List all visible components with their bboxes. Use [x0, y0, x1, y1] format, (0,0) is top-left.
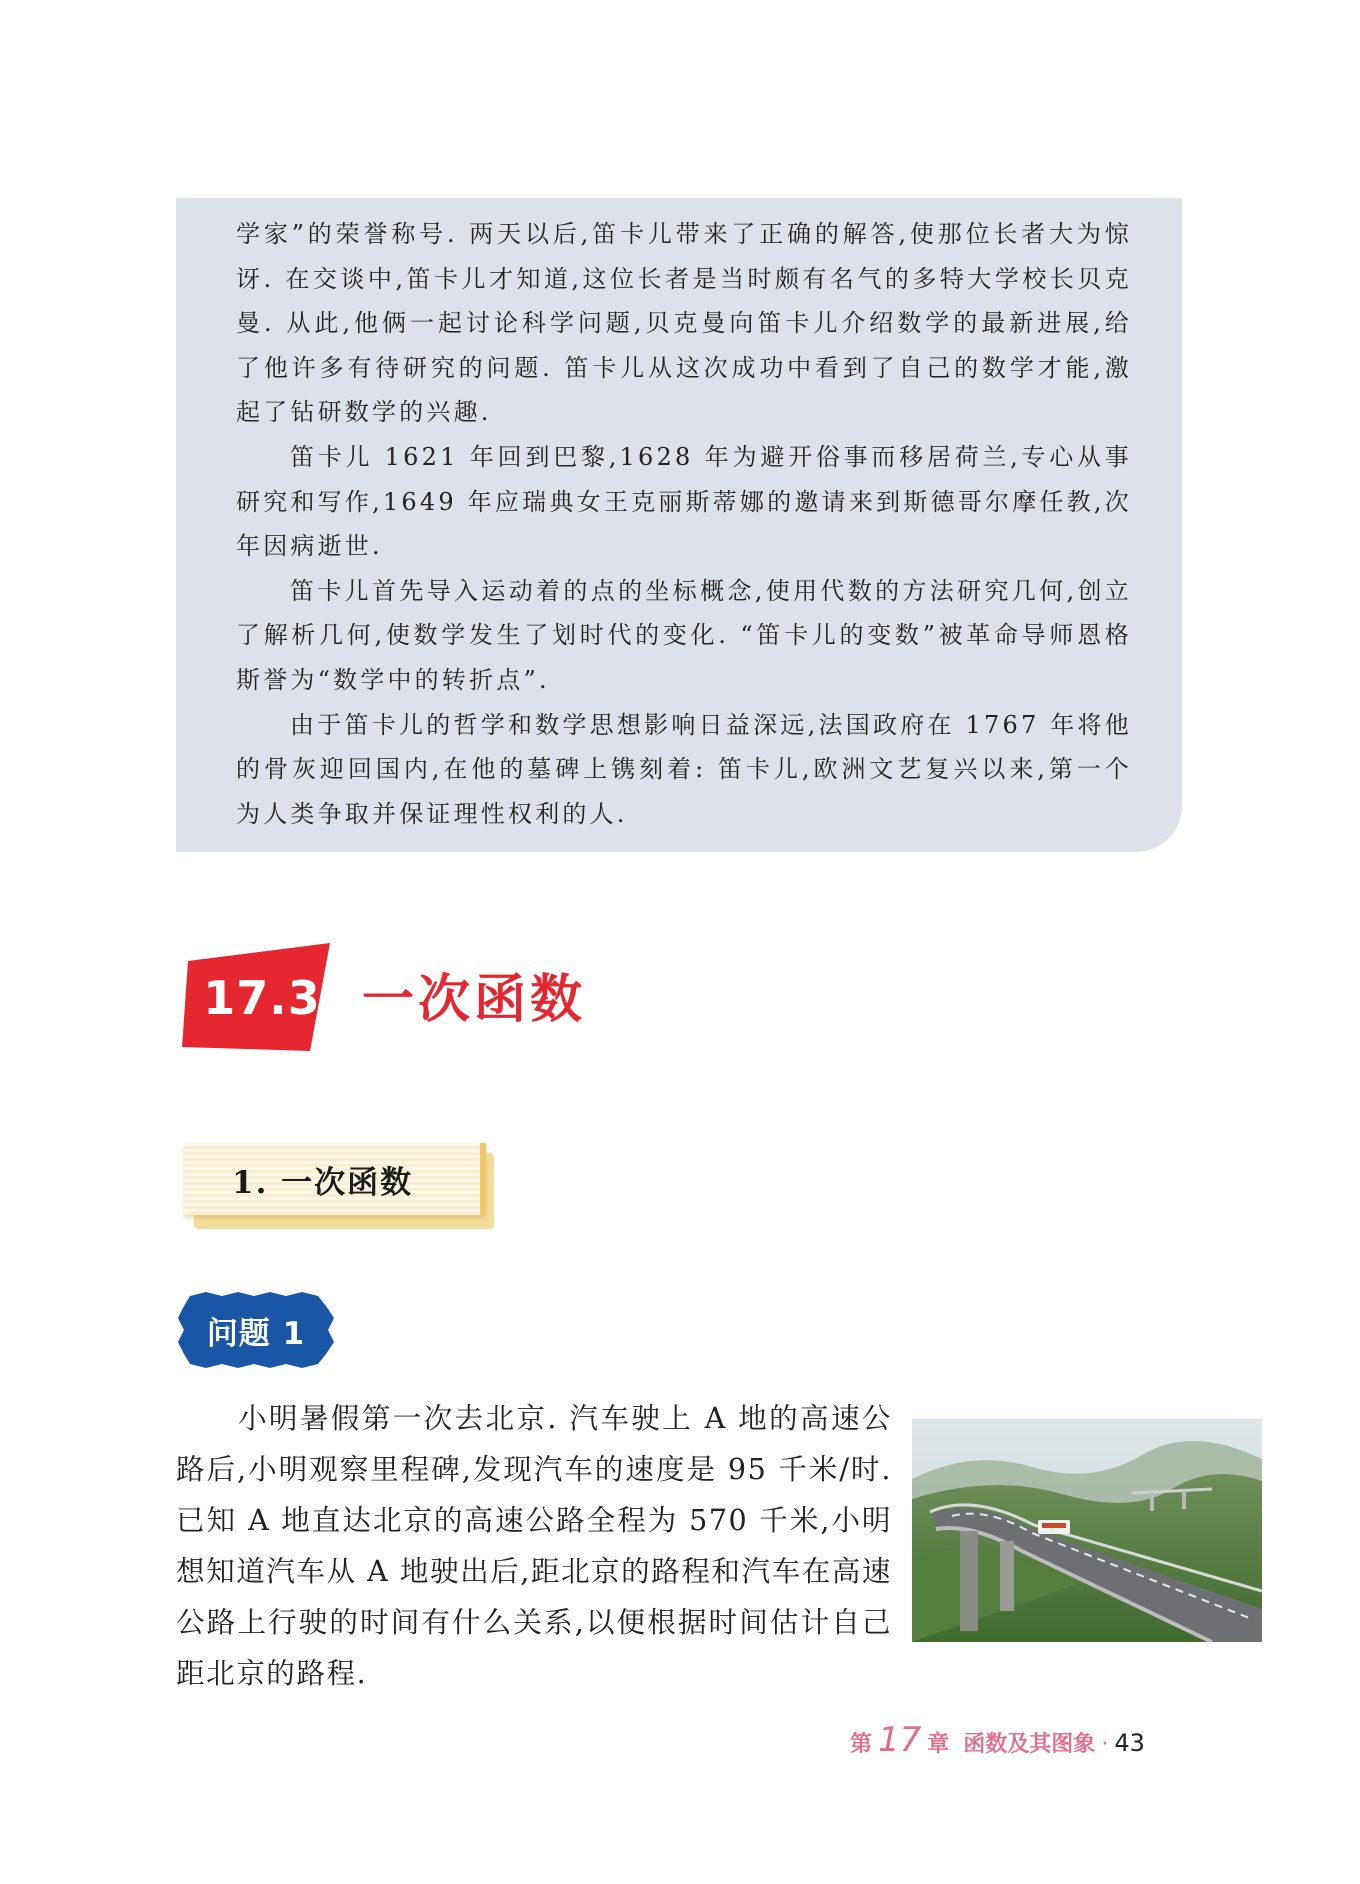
footer-separator: ·	[1101, 1732, 1109, 1757]
bio-paragraph-1: 学家”的荣誉称号. 两天以后,笛卡儿带来了正确的解答,使那位长者大为惊讶. 在交谈中,笛卡儿才知道,这位长者是当时颇有名气的多特大学校长贝克曼. 从此,他俩一起讨论科学问题,贝克曼向笛卡儿介绍数学的最新进展,给了他许多有待研究的问题. 笛卡儿从这次成功中看到了自己的数学才能,激起了钻研数学的兴趣.	[236, 220, 1132, 427]
problem-text: 小明暑假第一次去北京. 汽车驶上 A 地的高速公路后,小明观察里程碑,发现汽车的速度是 95 千米/时. 已知 A 地直达北京的高速公路全程为 570 千米,小明想知道汽车从 A 地驶出后,距北京的路程和汽车在高速公路上行驶的时间有什么关系,以便根据时间估计自己距北京的路程.	[176, 1401, 892, 1690]
bio-paragraph-3: 笛卡儿首先导入运动着的点的坐标概念,使用代数的方法研究几何,创立了解析几何,使数学发生了划时代的变化. “笛卡儿的变数”被革命导师恩格斯誉为“数学中的转折点”.	[236, 576, 1132, 694]
footer-chapter-title: 函数及其图象	[963, 1731, 1096, 1757]
problem-badge-label: 问题 1	[206, 1315, 306, 1352]
biography-box	[176, 198, 1182, 852]
footer-chapter-number: 17	[878, 1720, 922, 1760]
bio-paragraph-4: 由于笛卡儿的哲学和数学思想影响日益深远,法国政府在 1767 年将他的骨灰迎回国内,在他的墓碑上镌刻着: 笛卡儿,欧洲文艺复兴以来,第一个为人类争取并保证理性权利的人.	[236, 710, 1132, 828]
problem-badge	[176, 1290, 336, 1370]
bio-paragraph-2: 笛卡儿 1621 年回到巴黎,1628 年为避开俗事而移居荷兰,专心从事研究和写作,1649 年应瑞典女王克丽斯蒂娜的邀请来到斯德哥尔摩任教,次年因病逝世.	[236, 442, 1132, 561]
footer-chapter-suffix: 章	[927, 1732, 950, 1757]
highway-photo	[912, 1419, 1262, 1642]
highway-illustration	[912, 1419, 1262, 1642]
section-title: 一次函数	[362, 970, 587, 1030]
page-footer	[850, 1720, 1145, 1760]
page-number: 43	[1114, 1729, 1145, 1757]
subsection-heading	[184, 1143, 490, 1221]
section-number: 17.3	[203, 971, 321, 1025]
footer-chapter-prefix: 第	[850, 1732, 873, 1757]
subsection-label: 1. 一次函数	[232, 1165, 414, 1201]
section-number-badge	[182, 943, 330, 1053]
